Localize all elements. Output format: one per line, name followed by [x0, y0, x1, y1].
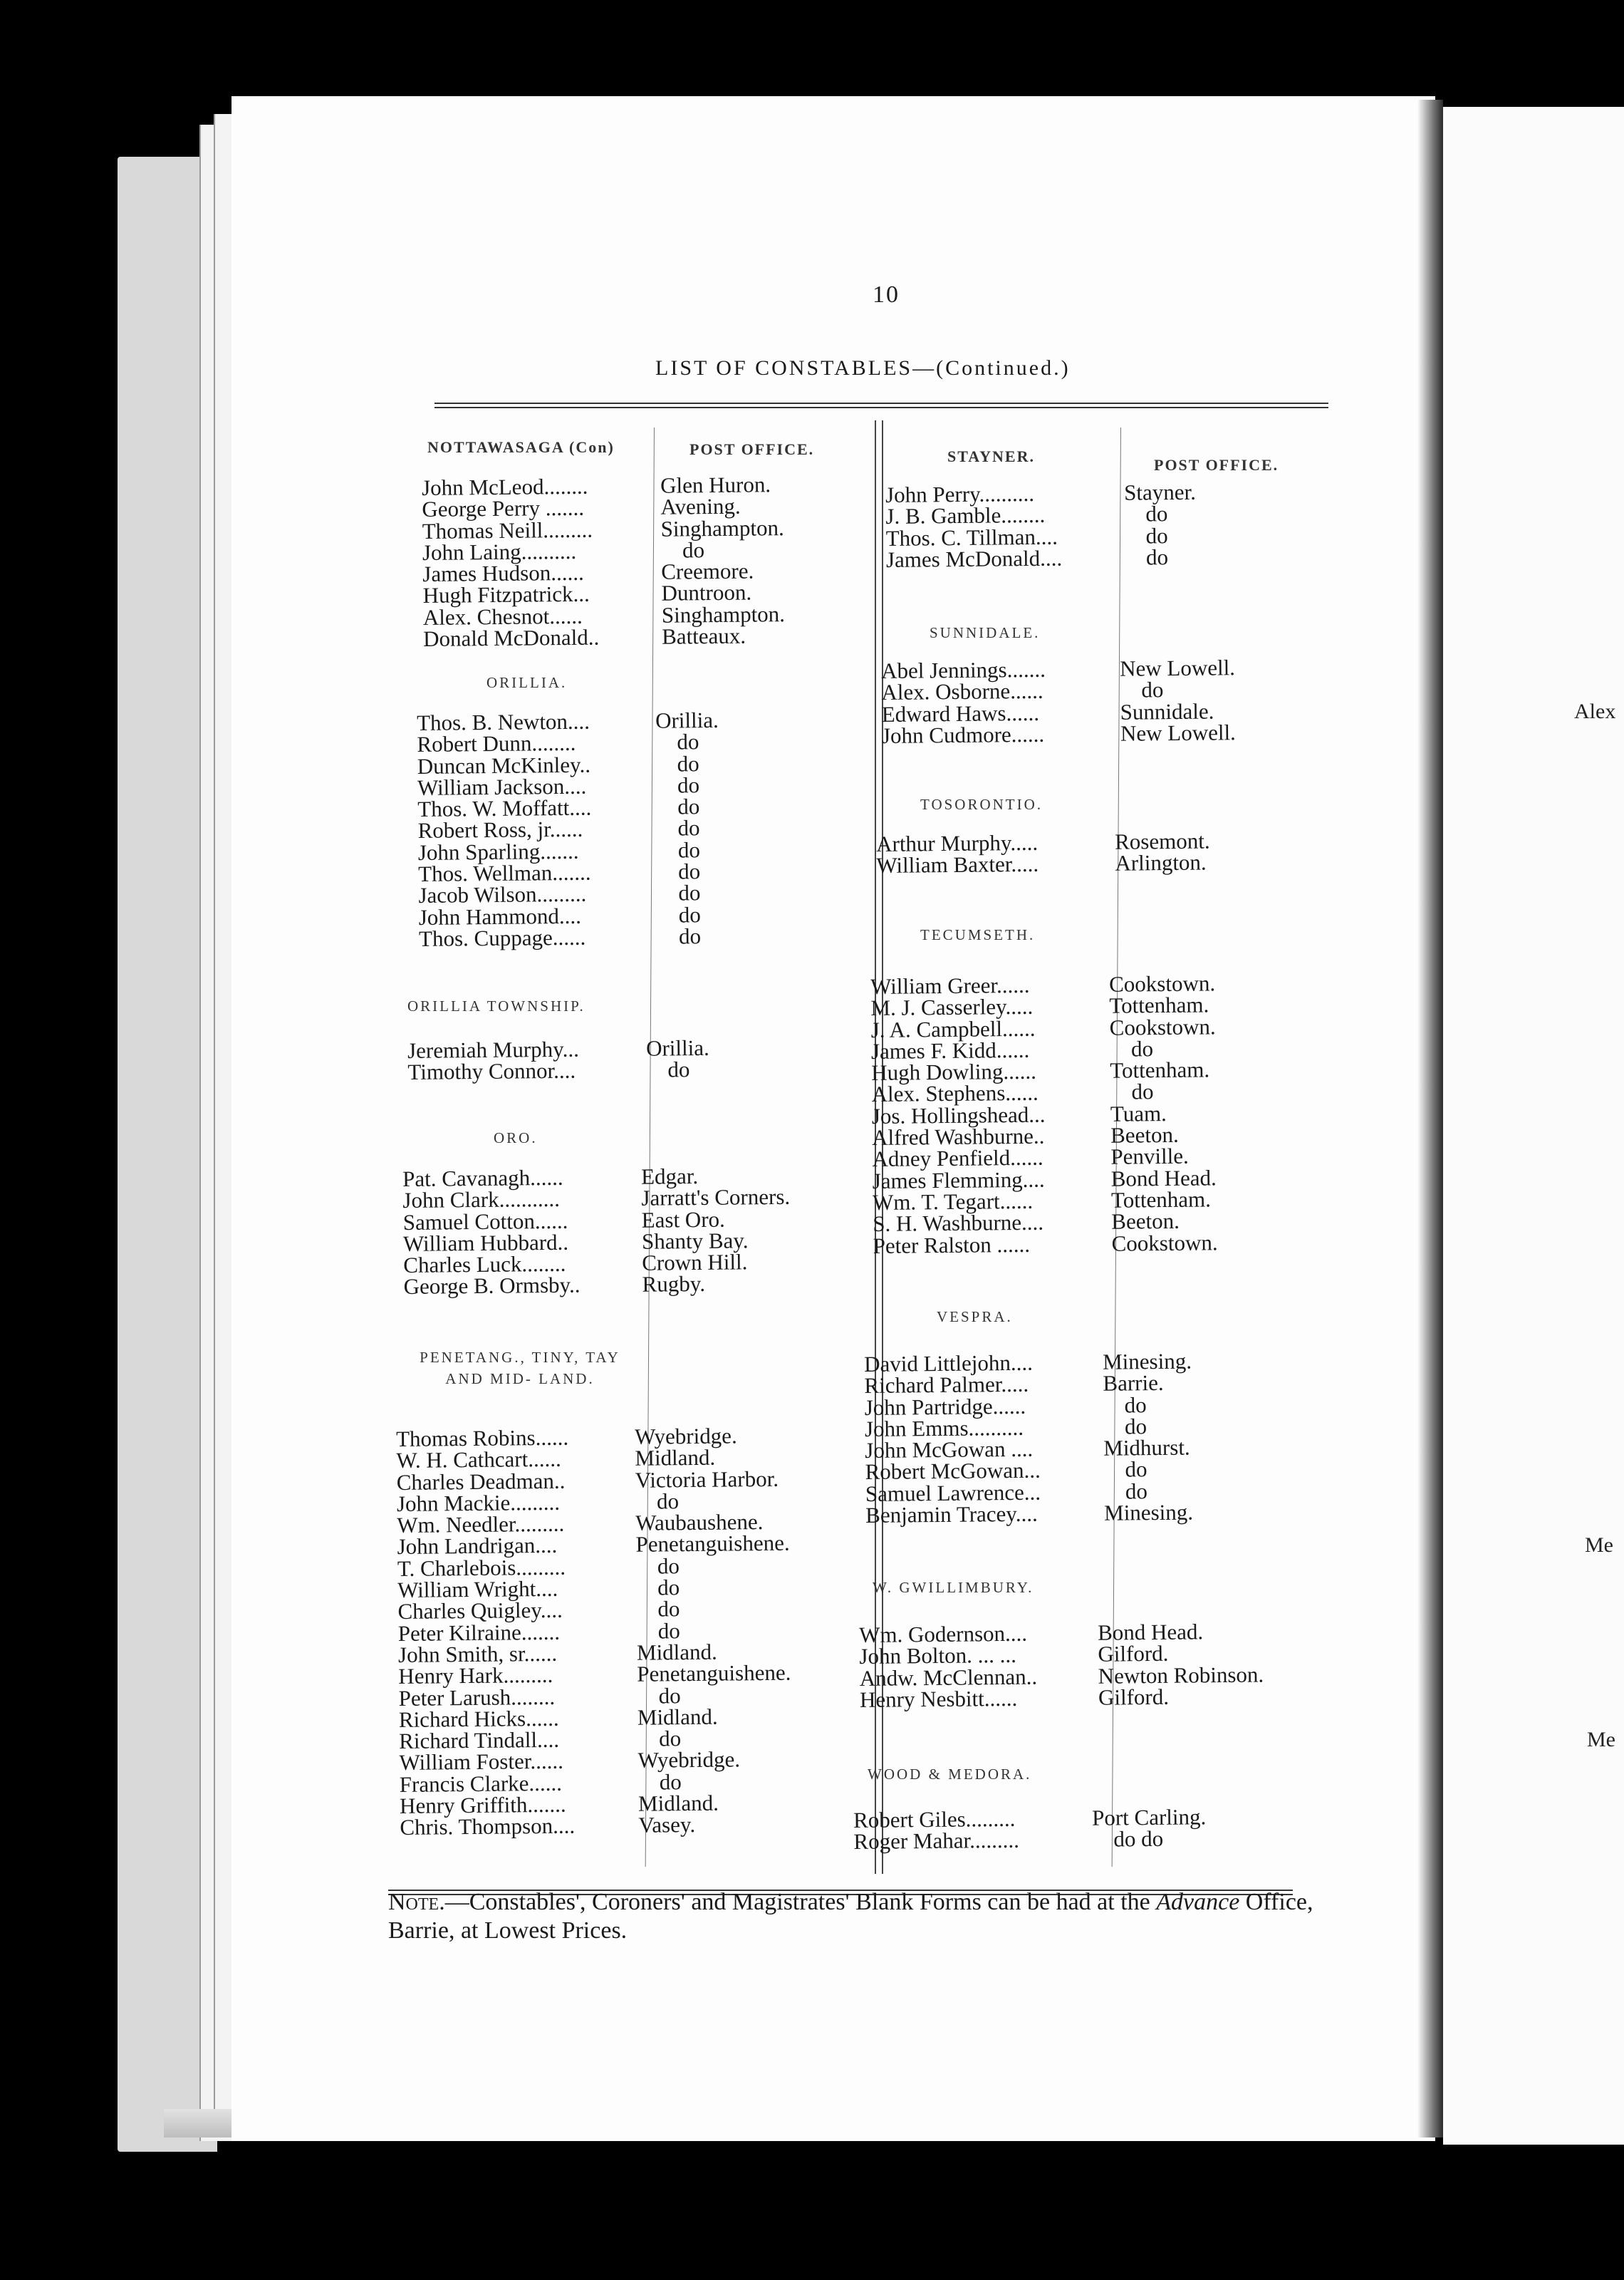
- entry-list: [876, 830, 1276, 877]
- constable-name: Richard Tindall....: [399, 1726, 560, 1754]
- post-office: Barrie.: [1103, 1370, 1164, 1396]
- constable-name: Donald McDonald..: [423, 624, 600, 652]
- post-office: do: [1124, 1392, 1147, 1418]
- constable-name: James Hudson......: [422, 560, 584, 587]
- post-office: do: [656, 1488, 680, 1514]
- constable-name: Peter Ralston ......: [873, 1231, 1031, 1258]
- constable-name: Hugh Fitzpatrick...: [422, 581, 590, 608]
- constable-name: John Hammond....: [418, 903, 582, 930]
- section-heading: PENETANG., TINY, TAY AND MID- LAND.: [420, 1349, 620, 1387]
- post-office: Tottenham.: [1110, 1057, 1210, 1083]
- constable-name: John Smith, sr......: [397, 1640, 558, 1667]
- post-office: Vasey.: [638, 1812, 696, 1838]
- post-office: Penetanguishene.: [635, 1530, 790, 1558]
- constable-name: Henry Hark.........: [398, 1662, 553, 1689]
- post-office: Port Carling.: [1091, 1804, 1207, 1830]
- constable-name: Alfred Washburne..: [872, 1123, 1045, 1151]
- post-office: Newton Robinson.: [1098, 1662, 1264, 1689]
- post-office: do: [677, 772, 700, 798]
- post-office: Wyebridge.: [634, 1423, 737, 1449]
- post-office: Arlington.: [1115, 849, 1207, 876]
- post-office: Cookstown.: [1108, 970, 1216, 997]
- constable-entry: [403, 1273, 802, 1298]
- post-office: Avening.: [660, 494, 741, 520]
- constable-name: Richard Hicks......: [398, 1705, 559, 1732]
- constable-name: Robert Ross, jr......: [417, 817, 583, 844]
- gutter-shadow: [1417, 100, 1443, 2138]
- post-office: do: [677, 859, 701, 884]
- post-office: Midhurst.: [1103, 1434, 1190, 1461]
- constable-entry: [400, 1813, 798, 1839]
- constable-name: John Perry..........: [885, 480, 1035, 507]
- post-office: do: [657, 1596, 680, 1622]
- post-office: Penetanguishene.: [637, 1659, 791, 1687]
- constable-name: Edward Haws......: [881, 700, 1040, 727]
- post-office: Tottenham.: [1110, 1186, 1212, 1213]
- post-office: Midland.: [635, 1444, 716, 1471]
- constable-name: T. Charlebois.........: [397, 1554, 566, 1581]
- entry-list: [402, 1165, 803, 1298]
- constable-name: George Perry .......: [422, 495, 585, 522]
- constable-name: John Bolton. ... ...: [859, 1642, 1017, 1669]
- post-office: do: [1131, 1079, 1154, 1104]
- post-office: do: [667, 1057, 690, 1082]
- constable-name: John McGowan ....: [865, 1436, 1034, 1463]
- adjacent-page: [1443, 107, 1624, 2145]
- post-office: do: [1125, 1456, 1147, 1482]
- post-office: Minesing.: [1102, 1348, 1192, 1374]
- entry-list: [864, 1350, 1264, 1527]
- post-office: do: [1125, 1478, 1148, 1504]
- constable-name: William Greer......: [870, 972, 1030, 999]
- note-label: Note.: [388, 1889, 445, 1915]
- constable-name: John Sparling.......: [417, 838, 579, 865]
- constable-entry: [865, 1501, 1264, 1527]
- post-office: do: [677, 836, 701, 863]
- constable-name: Samuel Cotton......: [402, 1208, 568, 1235]
- adjacent-page-fragment: Alex: [1574, 700, 1616, 723]
- entry-list: [853, 1806, 1253, 1853]
- constable-name: Robert Giles.........: [853, 1805, 1016, 1833]
- entry-list: [422, 474, 822, 651]
- post-office: Cookstown.: [1111, 1229, 1218, 1256]
- constable-name: John McLeod........: [421, 473, 588, 500]
- post-office: Tuam.: [1110, 1100, 1167, 1126]
- section-heading: ORILLIA TOWNSHIP.: [407, 998, 585, 1015]
- post-office: Crown Hill.: [642, 1249, 748, 1275]
- constable-name: Charles Quigley....: [397, 1597, 563, 1624]
- constable-name: John Mackie.........: [396, 1489, 561, 1516]
- constable-entry: [407, 1058, 806, 1084]
- constable-name: John Landrigan....: [397, 1533, 558, 1560]
- page-number: 10: [873, 281, 900, 308]
- entry-list: [858, 1619, 1264, 1712]
- entry-list: [407, 1037, 807, 1084]
- constable-name: Adney Penfield......: [872, 1145, 1043, 1172]
- constable-name: Jos. Hollingshead...: [871, 1102, 1046, 1129]
- constable-name: William Wright....: [397, 1575, 558, 1603]
- constable-name: Henry Nesbitt......: [859, 1685, 1018, 1712]
- constable-name: Richard Palmer.....: [864, 1372, 1029, 1399]
- right-column-header-name: STAYNER.: [947, 447, 1035, 465]
- constable-entry: [886, 546, 1285, 571]
- left-column-header-post-office: POST OFFICE.: [689, 440, 815, 458]
- post-office: do: [1141, 677, 1164, 703]
- post-office: Creemore.: [661, 558, 754, 584]
- entry-list: [417, 709, 818, 950]
- post-office: do: [677, 729, 699, 755]
- constable-name: Benjamin Tracey....: [865, 1501, 1039, 1528]
- constable-entry: [423, 625, 822, 651]
- constable-name: W. H. Cathcart......: [396, 1446, 561, 1473]
- constable-name: Roger Mahar.........: [853, 1828, 1020, 1855]
- constable-name: John Laing..........: [422, 538, 577, 565]
- post-office: do: [1145, 501, 1168, 527]
- post-office: Edgar.: [640, 1164, 699, 1189]
- left-column-header-name: NOTTAWASAGA (Con): [427, 438, 615, 456]
- post-office: Gilford.: [1098, 1641, 1169, 1667]
- top-rule: [434, 403, 1328, 408]
- post-office: Bond Head.: [1097, 1619, 1204, 1645]
- note-text: —Constables', Coroners' and Magistrates' Blank Forms can be had at the: [444, 1889, 1157, 1915]
- post-office: Orillia.: [655, 707, 719, 733]
- constable-name: John Cudmore......: [881, 721, 1045, 748]
- entry-list: [870, 970, 1272, 1258]
- post-office: Midland.: [637, 1704, 718, 1730]
- constable-name: S. H. Washburne....: [873, 1209, 1044, 1237]
- section-heading: VESPRA.: [937, 1308, 1013, 1325]
- post-office: do: [1145, 544, 1169, 570]
- post-office: do: [677, 750, 699, 777]
- post-office: Sunnidale.: [1120, 698, 1214, 725]
- post-office: Singhampton.: [660, 514, 784, 542]
- section-heading: ORILLIA.: [486, 674, 568, 691]
- post-office: do: [658, 1682, 681, 1709]
- post-office: Rosemont.: [1114, 828, 1210, 854]
- post-office: Orillia.: [645, 1035, 709, 1061]
- post-office: Stayner.: [1123, 479, 1197, 505]
- post-office: do: [1124, 1414, 1147, 1439]
- post-office: Midland.: [636, 1639, 718, 1665]
- post-office: do: [1145, 522, 1168, 549]
- constable-entry: [853, 1828, 1252, 1853]
- constable-name: Alex. Stephens......: [871, 1080, 1039, 1107]
- constable-name: J. A. Campbell......: [870, 1015, 1036, 1042]
- constable-name: William Baxter.....: [876, 851, 1039, 879]
- post-office: Singhampton.: [661, 601, 786, 628]
- post-office: Glen Huron.: [660, 472, 771, 498]
- post-office: Waubaushene.: [635, 1509, 764, 1535]
- post-office: Minesing.: [1103, 1499, 1194, 1525]
- post-office: do: [677, 794, 700, 819]
- constable-name: Wm. T. Tegart......: [872, 1188, 1034, 1215]
- section-heading: TOSORONTIO.: [920, 796, 1043, 813]
- constable-entry: [873, 1231, 1271, 1257]
- footer-note: [388, 1888, 1314, 1945]
- post-office: do: [678, 880, 701, 906]
- constable-name: Arthur Murphy.....: [875, 829, 1039, 856]
- post-office: Shanty Bay.: [641, 1228, 749, 1254]
- constable-name: Duncan McKinley..: [417, 752, 591, 779]
- post-office: Duntroon.: [661, 580, 752, 606]
- constable-name: William Jackson....: [417, 773, 587, 800]
- constable-name: Charles Deadman..: [396, 1468, 566, 1495]
- post-office: Bond Head.: [1110, 1165, 1217, 1191]
- section-heading: W. GWILLIMBURY.: [873, 1579, 1034, 1596]
- constable-name: Robert McGowan...: [865, 1458, 1041, 1485]
- entry-list: [881, 657, 1281, 747]
- post-office: do: [1130, 1036, 1154, 1062]
- constable-name: Thos. C. Tillman....: [885, 524, 1058, 551]
- post-office: do: [677, 815, 700, 841]
- constable-name: Thomas Robins......: [395, 1424, 569, 1451]
- entry-list: [885, 481, 1285, 571]
- constable-name: John Clark...........: [402, 1186, 561, 1213]
- adjacent-page-fragment: Me: [1587, 1728, 1615, 1751]
- post-office: Cookstown.: [1109, 1013, 1216, 1040]
- post-office: do: [682, 537, 705, 563]
- constable-name: Hugh Dowling......: [871, 1058, 1037, 1086]
- entry-list: [396, 1425, 798, 1839]
- post-office: Tottenham.: [1109, 992, 1209, 1019]
- adjacent-page-fragment: Me: [1585, 1533, 1613, 1557]
- constable-name: Thos. B. Newton....: [416, 708, 590, 735]
- post-office: do: [659, 1768, 682, 1795]
- post-office: do: [678, 901, 701, 928]
- constable-name: Chris. Thompson....: [400, 1813, 576, 1840]
- post-office: do: [659, 1726, 682, 1751]
- post-office: Wyebridge.: [637, 1746, 741, 1773]
- post-office: Batteaux.: [661, 623, 746, 649]
- post-office: do: [657, 1553, 680, 1579]
- constable-name: William Foster......: [399, 1748, 564, 1776]
- page-title: LIST OF CONSTABLES—(Continued.): [655, 356, 1071, 380]
- constable-name: James Flemming....: [872, 1166, 1045, 1193]
- constable-name: James F. Kidd......: [870, 1037, 1030, 1064]
- constable-name: Jeremiah Murphy...: [407, 1036, 580, 1063]
- section-heading: ORO.: [494, 1129, 538, 1146]
- note-italic: Advance: [1156, 1889, 1240, 1915]
- constable-name: Jacob Wilson.........: [418, 881, 587, 908]
- constable-name: Samuel Lawrence...: [865, 1479, 1041, 1506]
- constable-name: Peter Larush........: [398, 1684, 556, 1711]
- post-office: Beeton.: [1111, 1208, 1180, 1235]
- post-office: East Oro.: [641, 1206, 725, 1233]
- post-office: Midland.: [637, 1790, 719, 1816]
- constable-name: Thos. W. Moffatt....: [417, 794, 592, 822]
- constable-name: Pat. Cavanagh......: [402, 1164, 563, 1191]
- constable-name: Thos. Wellman.......: [418, 859, 591, 887]
- constable-entry: [876, 851, 1275, 877]
- constable-name: Thos. Cuppage......: [418, 924, 586, 951]
- constable-name: William Hubbard..: [402, 1229, 569, 1256]
- section-heading: WOOD & MEDORA.: [868, 1766, 1032, 1783]
- constable-name: Charles Luck........: [403, 1250, 566, 1278]
- note-text-end: Office, Barrie, at Lowest Prices.: [388, 1889, 1313, 1944]
- constable-name: Andw. McClennan..: [859, 1664, 1038, 1691]
- post-office: Gilford.: [1098, 1684, 1170, 1710]
- constable-name: Wm. Godernson....: [858, 1620, 1028, 1647]
- constable-entry: [882, 722, 1281, 747]
- post-office: Jarratt's Corners.: [641, 1184, 791, 1211]
- constable-name: Henry Griffith.......: [399, 1791, 566, 1819]
- constable-name: John Emms..........: [864, 1414, 1024, 1441]
- constable-name: James McDonald....: [885, 545, 1063, 572]
- post-office: Victoria Harbor.: [635, 1466, 779, 1493]
- constable-name: J. B. Gamble........: [885, 502, 1046, 529]
- constable-name: John Partridge......: [864, 1393, 1026, 1420]
- constable-name: Robert Dunn........: [417, 730, 576, 757]
- constable-name: M. J. Casserley.....: [870, 994, 1034, 1021]
- post-office: New Lowell.: [1120, 720, 1237, 746]
- constable-name: Alex. Chesnot......: [422, 603, 583, 630]
- post-office: do: [657, 1617, 680, 1644]
- section-heading: SUNNIDALE.: [930, 624, 1041, 641]
- constable-name: Abel Jennings.......: [880, 656, 1046, 683]
- constable-entry: [419, 925, 818, 950]
- constable-name: David Littlejohn....: [863, 1349, 1034, 1377]
- constable-name: Francis Clarke......: [399, 1770, 563, 1797]
- post-office: New Lowell.: [1119, 655, 1236, 681]
- constable-name: Timothy Connor....: [407, 1058, 576, 1085]
- constable-entry: [860, 1686, 1259, 1711]
- constable-name: Alex. Osborne......: [881, 678, 1043, 705]
- post-office: Penville.: [1110, 1144, 1189, 1170]
- post-office: do: [657, 1575, 680, 1600]
- post-office: do do: [1113, 1826, 1164, 1852]
- post-office: Rugby.: [642, 1271, 706, 1297]
- constable-name: Peter Kilraine.......: [397, 1619, 561, 1646]
- constable-name: George B. Ormsby..: [403, 1273, 581, 1300]
- constable-name: Thomas Neill.........: [422, 517, 593, 544]
- post-office: Beeton.: [1110, 1121, 1179, 1148]
- right-column-header-post-office: POST OFFICE.: [1154, 456, 1279, 474]
- constable-name: Wm. Needler.........: [397, 1510, 565, 1538]
- post-office: do: [678, 923, 702, 949]
- section-heading: TECUMSETH.: [920, 926, 1036, 943]
